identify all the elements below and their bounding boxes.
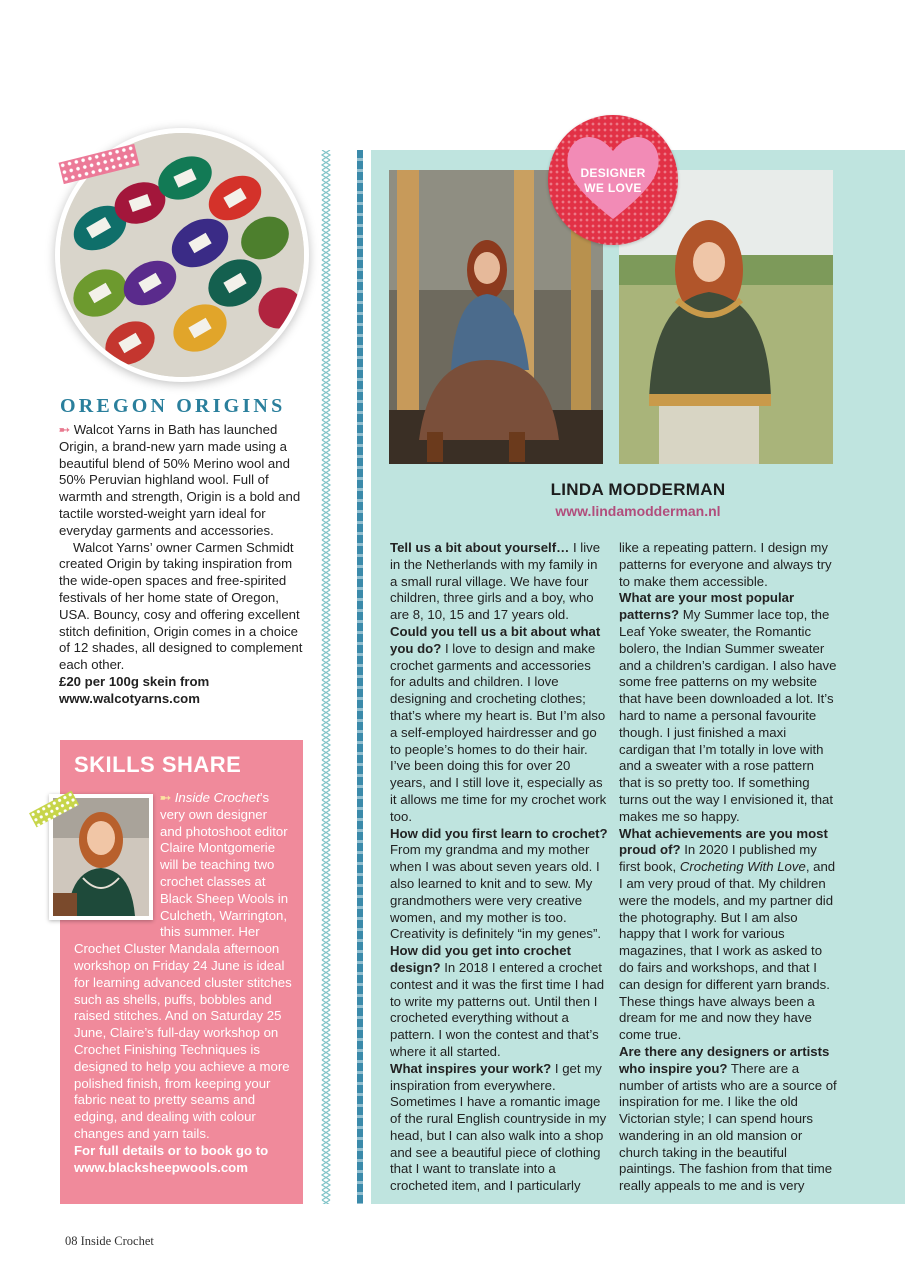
oregon-para-1: ➸ Walcot Yarns in Bath has launched Origin, a brand-new yarn made using a beautiful blend of 50% Merino wool and 50% Peruvian highland wool. Full of warmth and strength, Origin is a bold and tactile worsted-weight yarn ideal for everyday garments and accessories. [59,422,301,538]
qa-about-yourself: Tell us a bit about yourself… I live in the Netherlands with my family in a small rural village. We have four children, three girls and a boy, who are 8, 10, 15 and 17 years old. [390,540,601,623]
qa-inspiring-artists: Are there any designers or artists who inspire you? There are a number of artists who are a source of inspiration for me. I like the old Victorian style; I can spend hours wandering in an old mansion or church taking in the beautiful paintings. The fashion from that time really appeals to me and is very [619,1043,837,1194]
designer-website-link[interactable]: www.lindamodderman.nl [555,503,721,519]
interview-column-1 [390,540,608,1195]
blue-divider-bar [357,150,363,1204]
arrow-icon: ➸ [59,422,71,437]
qa-inspires-work-cont: like a repeating pattern. I design my patterns for everyone and always try to make them accessible. [619,540,832,589]
qa-achievements: What achievements are you most proud of? In 2020 I published my first book, Crocheting With Love, and I am very proud of that. My children were the models, and my partner did the photography. But I am also happy that I work for various magazines, that I work as asked to do fairs and workshops, and that I can design for different yarn brands. These things have always been a dream for me and now they have come true. [619,825,836,1043]
page-footer [65,1234,154,1249]
oregon-para-2: Walcot Yarns’ owner Carmen Schmidt created Origin by taking inspiration from the wide-open spaces and free-spirited festivals of her home state of Oregon, USA. Bouncy, cosy and offering excellent stitch definition, Origin comes in a choice of 12 shades, all designed to complement each other. [59,539,303,673]
qa-learn-crochet: How did you first learn to crochet? From my grandma and my mother when I was about seven years old. I also learned to knit and to sew. My grandmothers were very creative women, and my mother is too. Creativity is definitely “in my genes”. [390,825,608,942]
designer-name: LINDA MODDERMAN [550,480,726,499]
magazine-title: Inside Crochet [80,1234,154,1248]
zigzag-divider [319,150,333,1204]
claire-portrait-photo [49,794,153,920]
blacksheep-link[interactable]: For full details or to book go to www.blacksheepwools.com [74,1142,269,1175]
skills-paragraph: ➸ Inside Crochet’s very own designer and photoshoot editor Claire Montgomerie will be teaching two crochet classes at Black Sheep Wools in Culcheth, Warrington, this summer. Her Crochet Cluster Mandala afternoon workshop on Friday 24 June is ideal for learning advanced cluster stitches such as shells, puffs, bobbles and raised stitches. And on Saturday 25 June, Claire’s full-day workshop on Crochet Finishing Techniques is designed to help you achieve a more polished finish, from keeping your fabric neat to pretty seams and edging, and dealing with colour changes and yarn tails. [74,790,292,1141]
walcot-website-link[interactable]: www.walcotyarns.com [59,690,200,706]
oregon-origins-title: OREGON ORIGINS [60,395,286,417]
oregon-origins-article [59,422,309,708]
interview-column-2 [619,540,837,1195]
qa-inspires-work: What inspires your work? I get my inspiration from everywhere. Sometimes I have a romantic image of the rural English countryside in my head, but I can also walk into a shop and see a beautiful piece of clothing that I want to translate into a crocheted item, and I particularly [390,1060,607,1194]
page-number: 08 [65,1234,78,1248]
arrow-icon: ➸ [160,790,172,805]
skills-share-box [60,740,303,1204]
badge-label: DESIGNER WE LOVE [580,166,646,195]
skills-share-title: SKILLS SHARE [74,752,242,777]
qa-into-design: How did you get into crochet design? In 2018 I entered a crochet contest and it was the first time I had to write my patterns out. Until then I crocheted everything without a pattern. I won the contest and that’s where it all started. [390,943,605,1059]
qa-what-you-do: Could you tell us a bit about what you do? I love to design and make crochet garments and accessories for adults and children. I love designing and crocheting clothes; that’s where my heart is. But I’m also a self-employed hairdresser and go to people’s homes to do their hair. I’ve been doing this for over 20 years, and I still love it, especially as it allows me time for my crochet work too. [390,623,607,824]
magazine-name: Inside Crochet [174,790,260,805]
oregon-price: £20 per 100g skein from [59,673,210,689]
qa-popular-patterns: What are your most popular patterns? My Summer lace top, the Leaf Yoke sweater, the Romantic bolero, the Indian Summer sweater and a children’s cardigan. I also have some free patterns on my website that have been downloaded a lot. It’s hard to name a personal favourite though. I just finished a maxi cardigan that I’m totally in love with and a sweater with a rose pattern that is so pretty too. If something turns out the way I envisioned it, that makes me so happy. [619,590,837,824]
